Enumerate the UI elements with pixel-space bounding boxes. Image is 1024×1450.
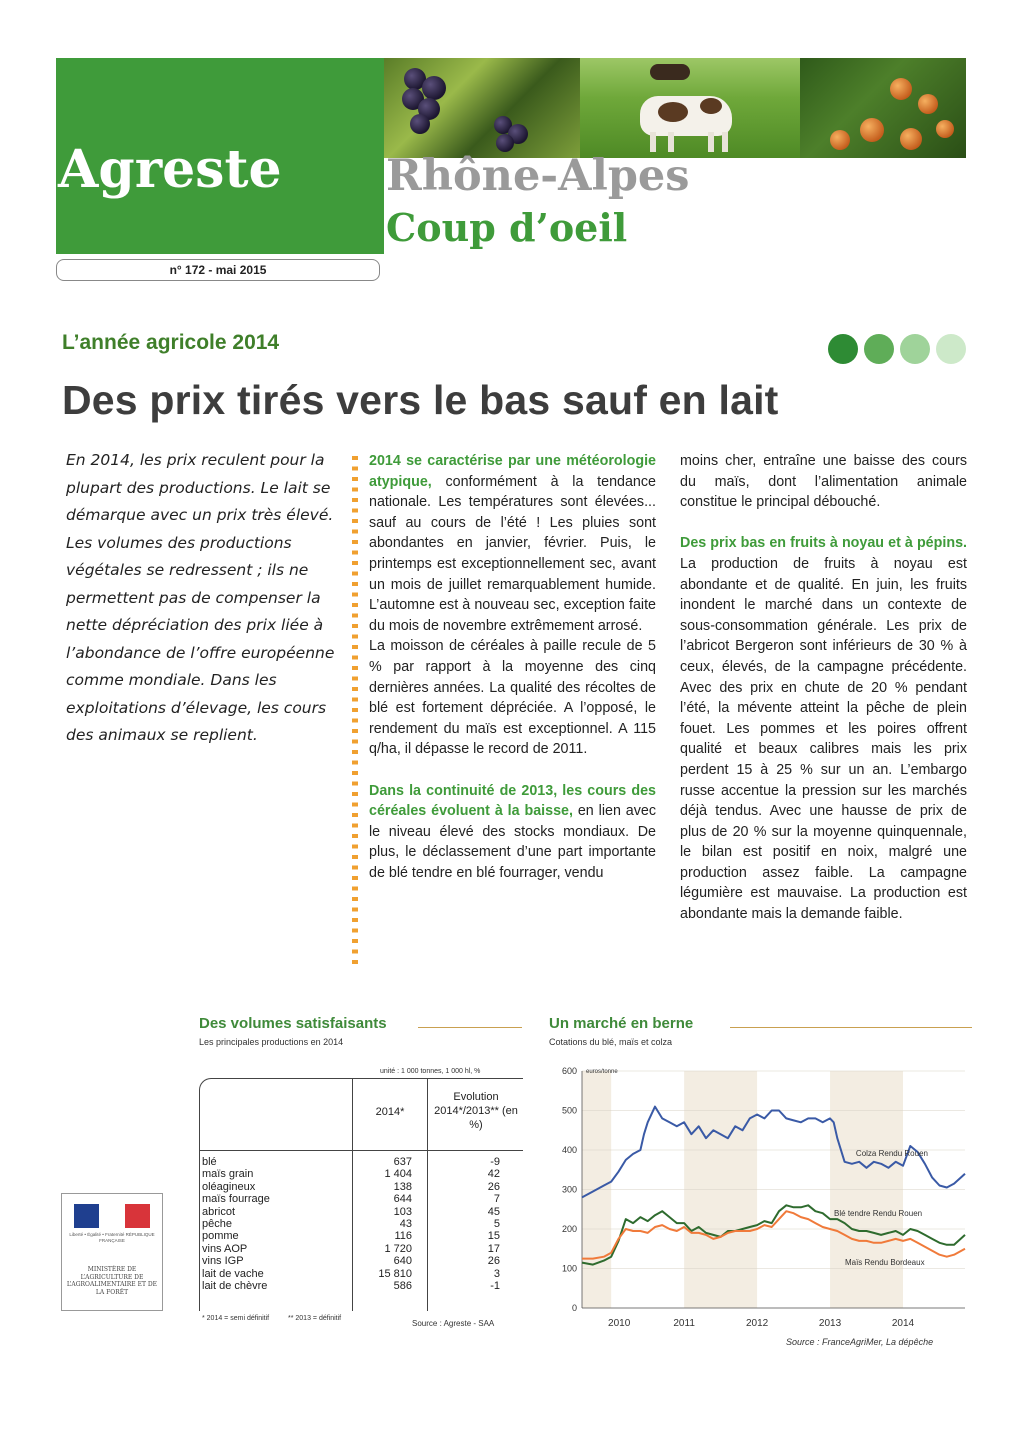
dot-icon bbox=[936, 334, 966, 364]
ministry-logo bbox=[61, 1193, 163, 1311]
table-row bbox=[202, 1168, 522, 1180]
chart-title: Un marché en berne bbox=[549, 1015, 694, 1032]
table-row bbox=[202, 1193, 522, 1205]
table-header-line bbox=[200, 1150, 523, 1151]
harvest-text: La moisson de céréales à paille recule de 5 % par rapport à la moyenne des cinq dernières années. La qualité des récoltes de blé est fortement dépréciée. A l’opposé, le rendement du maïs est exceptionnel. A 115 q/ha, il dépasse le record de 2011. bbox=[369, 638, 656, 758]
y-unit-label: euros/tonne bbox=[586, 1069, 618, 1075]
series-label: Colza Rendu Rouen bbox=[855, 1148, 928, 1158]
row-name: maïs grain bbox=[202, 1168, 254, 1181]
table-title: Des volumes satisfaisants bbox=[199, 1015, 387, 1032]
article-column-2 bbox=[369, 451, 656, 883]
row-evolution: 15 bbox=[487, 1230, 500, 1243]
row-value-2014: 586 bbox=[393, 1279, 412, 1292]
row-name: abricot bbox=[202, 1205, 236, 1218]
series-label: Blé tendre Rendu Rouen bbox=[834, 1209, 923, 1219]
article-intro: En 2014, les prix reculent pour la plupart des productions. Le lait se démarque avec un prix très élevé. Les volumes des productions végétales se redressent ; ils ne permettent pas de compenser la nette dépréciation des prix liée à l’abondance de l’offre européenne comme mondiale. Dans les exploitations d’élevage, les cours des animaux se replient. bbox=[66, 451, 335, 744]
grapes-photo bbox=[384, 58, 580, 158]
fruits-text: La production de fruits à noyau est abondante et de qualité. En juin, les fruits inondent le marché dans un contexte de sous-consommation générale. Les prix de l’abricot Bergeron sont inférieurs de 30 % à ceux, élevés, de la campagne précédente. Avec des prix en chute de 20 % pendant l’été, la mévente atteint la pêche de plein fouet. Les pommes et les poires offrent qualité et beaux calibres mais les prix perdent 15 à 25 % sur un an. L’embargo russe accentue la pression sur les marchés déjà tendus. Avec une hausse de prix de plus de 20 % sur la moyenne quinquennale, le bilan est positif en noix, malgré une production assez faible. La campagne légumière est mauvaise. La production est abondante mais la demande faible. bbox=[680, 555, 967, 923]
row-evolution: 17 bbox=[487, 1242, 500, 1255]
x-tick-label: 2013 bbox=[818, 1318, 842, 1329]
row-evolution: -9 bbox=[490, 1156, 500, 1168]
table-row bbox=[202, 1268, 522, 1280]
french-flag-icon bbox=[74, 1204, 150, 1228]
row-evolution: 3 bbox=[493, 1267, 500, 1280]
table-note-1: * 2014 = semi définitif bbox=[202, 1315, 270, 1322]
row-evolution: 26 bbox=[487, 1255, 500, 1268]
row-value-2014: 116 bbox=[394, 1230, 412, 1243]
row-name: vins IGP bbox=[202, 1255, 244, 1268]
row-value-2014: 644 bbox=[393, 1193, 412, 1206]
region-title: Rhône-Alpes bbox=[386, 151, 690, 201]
x-tick-label: 2014 bbox=[891, 1318, 915, 1329]
series-title: Coup d’oeil bbox=[386, 205, 628, 250]
cereals-text: en lien avec le niveau élevé des stocks mondiaux. De plus, le déclassement d’une part importante de blé tendre en blé fourrager, vendu bbox=[369, 803, 657, 881]
table-row bbox=[202, 1156, 522, 1168]
y-tick-label: 200 bbox=[561, 1224, 577, 1234]
chart-subtitle: Cotations du blé, maïs et colza bbox=[549, 1037, 673, 1047]
dot-icon bbox=[900, 334, 930, 364]
table-subtitle: Les principales productions en 2014 bbox=[199, 1037, 344, 1047]
row-evolution: 42 bbox=[487, 1168, 500, 1181]
table-row bbox=[202, 1243, 522, 1255]
row-value-2014: 1 404 bbox=[384, 1168, 412, 1181]
table-row bbox=[202, 1218, 522, 1230]
table-unit: unité : 1 000 tonnes, 1 000 hl, % bbox=[380, 1068, 481, 1075]
fruits-paragraph bbox=[680, 533, 967, 924]
row-evolution: 45 bbox=[487, 1205, 500, 1218]
row-evolution: 5 bbox=[493, 1217, 500, 1230]
x-tick-label: 2010 bbox=[608, 1318, 631, 1329]
chart-source: Source : FranceAgriMer, La dépêche bbox=[786, 1337, 934, 1347]
row-value-2014: 43 bbox=[399, 1217, 412, 1230]
y-tick-label: 300 bbox=[561, 1184, 577, 1195]
weather-text: conformément à la tendance nationale. Les températures sont élevées... sauf au cours de l’été ! Les pluies sont abondantes en janvier, février. Puis, le printemps est exceptionnellement sec, avant un mois de juillet remarquablement humide. L’automne est à nouveau sec, exception faite du mois de novembre extrêmement arrosé. bbox=[369, 473, 656, 634]
table-body bbox=[202, 1156, 522, 1292]
x-tick-label: 2012 bbox=[745, 1318, 769, 1329]
ministry-name: MINISTÈRE DE L’AGRICULTURE DE L’AGROALIMENTAIRE ET DE LA FORÊT bbox=[66, 1266, 158, 1296]
row-name: lait de vache bbox=[202, 1267, 264, 1280]
table-row bbox=[202, 1206, 522, 1218]
row-value-2014: 138 bbox=[393, 1180, 412, 1193]
article-headline: Des prix tirés vers le bas sauf en lait bbox=[62, 377, 779, 423]
row-evolution: 26 bbox=[487, 1180, 500, 1193]
ministry-motto: Liberté • Égalité • Fraternité RÉPUBLIQUE FRANÇAISE bbox=[69, 1232, 155, 1243]
cows-photo bbox=[580, 58, 800, 158]
x-tick-label: 2011 bbox=[673, 1318, 695, 1329]
row-value-2014: 1 720 bbox=[384, 1242, 412, 1255]
table-col-2014: 2014* bbox=[375, 1106, 405, 1118]
dot-icon bbox=[864, 334, 894, 364]
decorative-dots bbox=[828, 334, 966, 364]
cereals-highlight: Dans la continuité de 2013, les cours des céréales évoluent à la baisse, bbox=[369, 782, 656, 820]
issue-number: n° 172 - mai 2015 bbox=[56, 259, 380, 281]
article-column-3 bbox=[680, 451, 967, 925]
row-name: blé bbox=[202, 1156, 217, 1168]
table-row bbox=[202, 1255, 522, 1267]
apricot-photo bbox=[800, 58, 966, 158]
series-label: Maïs Rendu Bordeaux bbox=[844, 1257, 925, 1267]
y-tick-label: 600 bbox=[561, 1066, 577, 1076]
row-name: pomme bbox=[202, 1230, 239, 1243]
dot-icon bbox=[828, 334, 858, 364]
column-separator bbox=[352, 456, 358, 964]
row-value-2014: 637 bbox=[393, 1156, 412, 1168]
row-name: lait de chèvre bbox=[202, 1279, 268, 1292]
brand-title: Agreste bbox=[58, 139, 282, 200]
table-title-rule bbox=[418, 1027, 522, 1028]
chart-title-rule bbox=[730, 1027, 972, 1028]
row-value-2014: 15 810 bbox=[378, 1267, 412, 1280]
article-kicker: L’année agricole 2014 bbox=[62, 331, 280, 354]
table-row bbox=[202, 1280, 522, 1292]
y-tick-label: 0 bbox=[571, 1303, 577, 1313]
cereals-text-continued: moins cher, entraîne une baisse des cours du maïs, dont l’alimentation animale constitue le principal débouché. bbox=[680, 453, 967, 511]
price-chart bbox=[545, 1055, 970, 1340]
row-evolution: 7 bbox=[493, 1193, 500, 1206]
y-tick-label: 400 bbox=[561, 1145, 577, 1155]
table-col-evolution: Evolution 2014*/2013** (en %) bbox=[434, 1091, 518, 1131]
table-note-2: ** 2013 = définitif bbox=[288, 1315, 342, 1322]
fruits-highlight: Des prix bas en fruits à noyau et à pépins. bbox=[680, 535, 967, 552]
row-name: pêche bbox=[202, 1217, 232, 1230]
y-tick-label: 100 bbox=[561, 1263, 577, 1274]
table-row bbox=[202, 1181, 522, 1193]
y-tick-label: 500 bbox=[561, 1105, 577, 1116]
weather-highlight: 2014 se caractérise par une météorologie atypique, bbox=[369, 453, 656, 490]
row-name: vins AOP bbox=[202, 1242, 248, 1255]
table-row bbox=[202, 1230, 522, 1242]
row-name: oléagineux bbox=[202, 1180, 256, 1193]
table-source: Source : Agreste - SAA bbox=[412, 1319, 495, 1328]
row-name: maïs fourrage bbox=[202, 1193, 270, 1206]
row-value-2014: 640 bbox=[393, 1255, 412, 1268]
row-value-2014: 103 bbox=[393, 1205, 412, 1218]
row-evolution: -1 bbox=[490, 1279, 500, 1292]
